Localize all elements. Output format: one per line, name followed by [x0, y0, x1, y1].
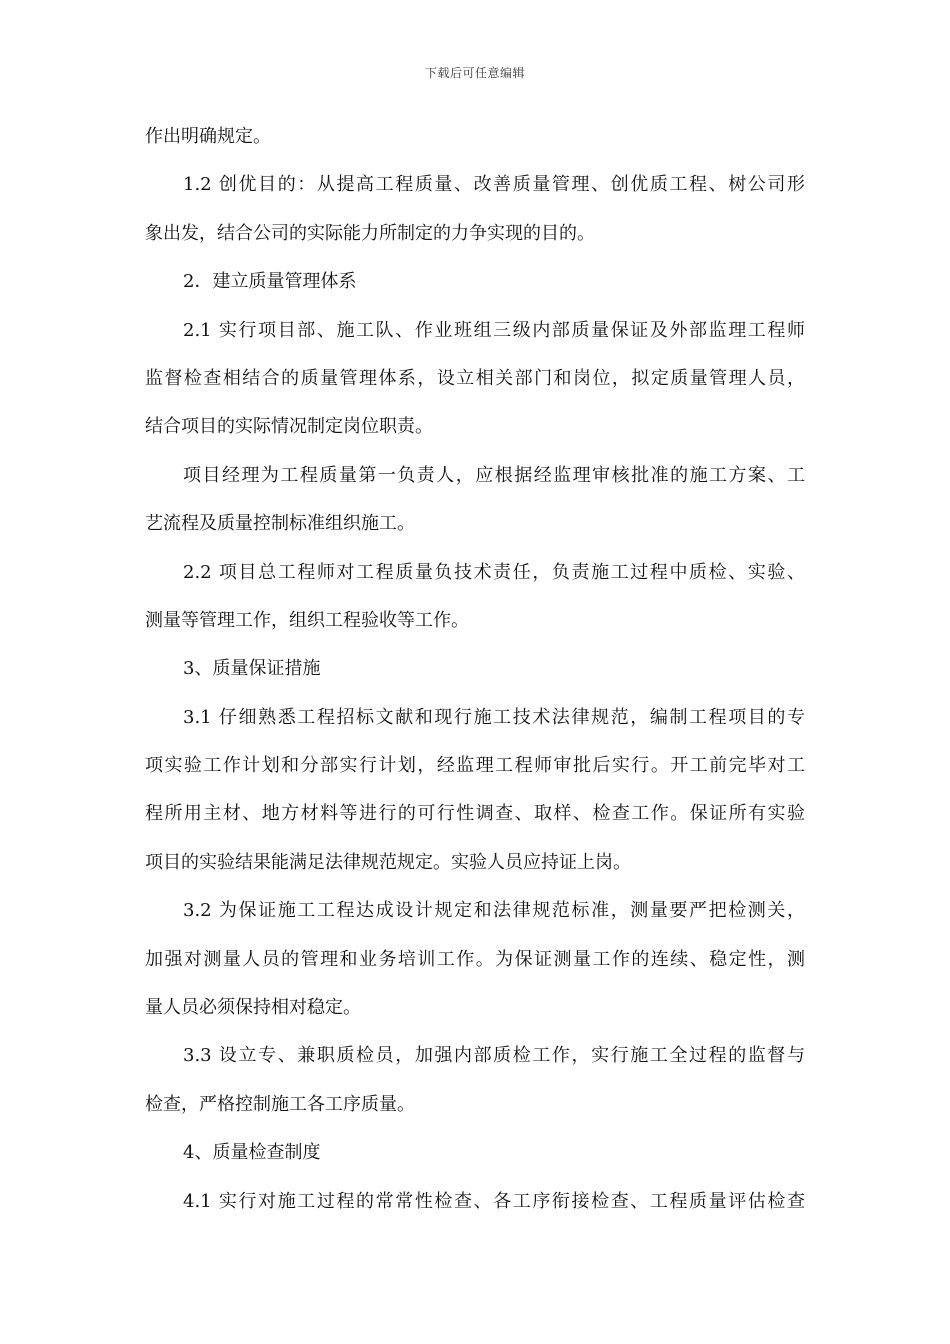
- text-line: 检查，严格控制施工各工序质量。: [145, 1093, 415, 1115]
- text-line: 3.2 为保证施工工程达成设计规定和法律规范标准，测量要严把检测关，: [183, 900, 805, 922]
- text-line: 艺流程及质量控制标准组织施工。: [145, 513, 415, 535]
- text-line: 测量等管理工作，组织工程验收等工作。: [145, 609, 469, 631]
- text-line: 2.1 实行项目部、施工队、作业班组三级内部质量保证及外部监理工程师: [183, 319, 805, 341]
- text-line: 加强对测量人员的管理和业务培训工作。为保证测量工作的连续、稳定性，测: [145, 948, 805, 970]
- text-line: 2.2 项目总工程师对工程质量负技术责任，负责施工过程中质检、实验、: [183, 561, 805, 583]
- text-line: 2．建立质量管理体系: [183, 271, 357, 293]
- page-header: 下载后可任意编辑: [424, 66, 525, 80]
- text-line: 程所用主材、地方材料等进行的可行性调查、取样、检查工作。保证所有实验: [145, 803, 805, 825]
- text-line: 1.2 创优目的：从提高工程质量、改善质量管理、创优质工程、树公司形: [183, 174, 805, 196]
- text-line: 3.1 仔细熟悉工程招标文献和现行施工技术法律规范，编制工程项目的专: [183, 706, 805, 728]
- text-line: 4.1 实行对施工过程的常常性检查、各工序衔接检查、工程质量评估检查: [183, 1190, 805, 1212]
- text-line: 项目的实验结果能满足法律规范规定。实验人员应持证上岗。: [145, 851, 631, 873]
- text-line: 象出发，结合公司的实际能力所制定的力争实现的目的。: [145, 222, 595, 244]
- text-line: 项目经理为工程质量第一负责人，应根据经监理审核批准的施工方案、工: [183, 464, 805, 486]
- body-text: [145, 118, 805, 1231]
- text-line: 项实验工作计划和分部实行计划，经监理工程师审批后实行。开工前完毕对工: [145, 755, 805, 777]
- text-line: 监督检查相结合的质量管理体系，设立相关部门和岗位，拟定质量管理人员，: [145, 367, 805, 389]
- text-line: 量人员必须保持相对稳定。: [145, 997, 361, 1019]
- text-line: 3.3 设立专、兼职质检员，加强内部质检工作，实行施工全过程的监督与: [183, 1045, 805, 1067]
- text-line: 4、质量检查制度: [183, 1142, 321, 1164]
- text-line: 结合项目的实际情况制定岗位职责。: [145, 416, 433, 438]
- text-line: 3、质量保证措施: [183, 658, 321, 680]
- text-line: 作出明确规定。: [145, 126, 271, 147]
